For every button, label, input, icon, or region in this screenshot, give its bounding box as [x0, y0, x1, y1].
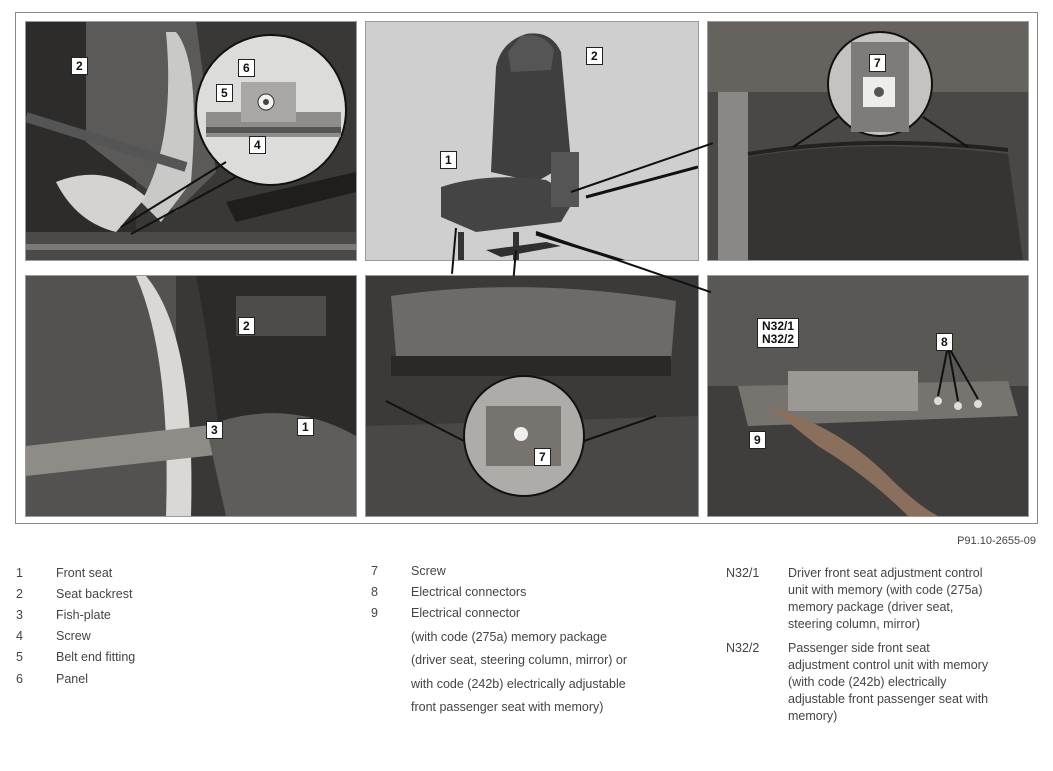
- callout-3: 3: [206, 421, 223, 439]
- legend-number: 6: [16, 672, 23, 686]
- legend-column-2: [371, 563, 691, 723]
- legend-line: steering column, mirror): [788, 617, 920, 631]
- callout-n32-1: N32/1: [762, 319, 795, 333]
- legend-item: [726, 565, 1036, 640]
- callout-8: 8: [936, 333, 953, 351]
- legend-item: [371, 605, 691, 725]
- legend-line: (driver seat, steering column, mirror) or: [411, 653, 628, 667]
- legend-line: adjustment control unit with memory: [788, 658, 989, 672]
- photo-rear-screw: [707, 21, 1029, 261]
- figure-frame: [15, 12, 1038, 524]
- callout-n32-2: N32/2: [762, 332, 795, 346]
- legend-line: adjustable front passenger seat with: [788, 692, 989, 706]
- legend-text: Fish-plate: [56, 608, 111, 622]
- legend-line: memory): [788, 709, 838, 723]
- legend-item: [371, 563, 691, 584]
- legend-number: 8: [371, 585, 378, 599]
- callout-2b: 2: [586, 47, 603, 65]
- legend-text: [788, 640, 1018, 725]
- legend-item: [16, 586, 316, 607]
- photo-connectors: [707, 275, 1029, 517]
- legend-item: [16, 649, 316, 671]
- photo-front-screw: [365, 275, 699, 517]
- callout-4: 4: [249, 136, 266, 154]
- legend-line: (with code (275a) memory package: [411, 629, 607, 644]
- callout-9: 9: [749, 431, 766, 449]
- callout-7b: 7: [534, 448, 551, 466]
- legend-line: front passenger seat with memory): [411, 700, 604, 714]
- legend-text: Front seat: [56, 566, 113, 580]
- legend-number: 9: [371, 606, 378, 620]
- callout-2c: 2: [238, 317, 255, 335]
- legend-line: with code (242b) electrically adjustable: [411, 676, 626, 691]
- legend-item: [16, 628, 316, 649]
- callout-n32: [757, 318, 799, 348]
- legend-number: 1: [16, 566, 23, 580]
- legend-text: Screw: [411, 564, 446, 578]
- legend-number: N32/1: [726, 566, 760, 580]
- callout-1b: 1: [297, 418, 314, 436]
- callout-2: 2: [71, 57, 88, 75]
- figure-reference: P91.10-2655-09: [957, 535, 1036, 547]
- legend-text: Seat backrest: [56, 587, 133, 601]
- callout-6: 6: [238, 59, 255, 77]
- photo-front-seat: [365, 21, 699, 261]
- legend-number: 7: [371, 564, 378, 578]
- legend-number: 3: [16, 608, 23, 622]
- legend-line: Driver front seat adjustment control: [788, 566, 983, 580]
- legend-item: [16, 565, 316, 586]
- legend-line: memory package (driver seat,: [788, 600, 954, 614]
- legend-text: Electrical connectors: [411, 585, 527, 599]
- legend-text: Screw: [56, 629, 91, 643]
- legend-number: 4: [16, 629, 23, 643]
- legend-number: 2: [16, 587, 23, 601]
- legend-number: N32/2: [726, 641, 760, 655]
- legend-text: Panel: [56, 672, 88, 686]
- legend-item: [16, 607, 316, 628]
- legend-column-1: [16, 565, 316, 695]
- legend-text: [788, 565, 1018, 633]
- legend-line: (with code (242b) electrically: [788, 675, 947, 689]
- legend-item: [726, 640, 1036, 730]
- callout-1: 1: [440, 151, 457, 169]
- legend-line: Passenger side front seat: [788, 641, 930, 655]
- legend-text: Belt end fitting: [56, 650, 136, 664]
- photo-fish-plate: [25, 275, 357, 517]
- legend-column-3: [726, 565, 1036, 735]
- callout-7: 7: [869, 54, 886, 72]
- legend-text: [411, 602, 627, 720]
- callout-5: 5: [216, 84, 233, 102]
- legend-number: 5: [16, 650, 23, 664]
- legend-line: unit with memory (with code (275a): [788, 583, 983, 597]
- legend-line: Electrical connector: [411, 606, 521, 620]
- legend-item: [16, 671, 316, 692]
